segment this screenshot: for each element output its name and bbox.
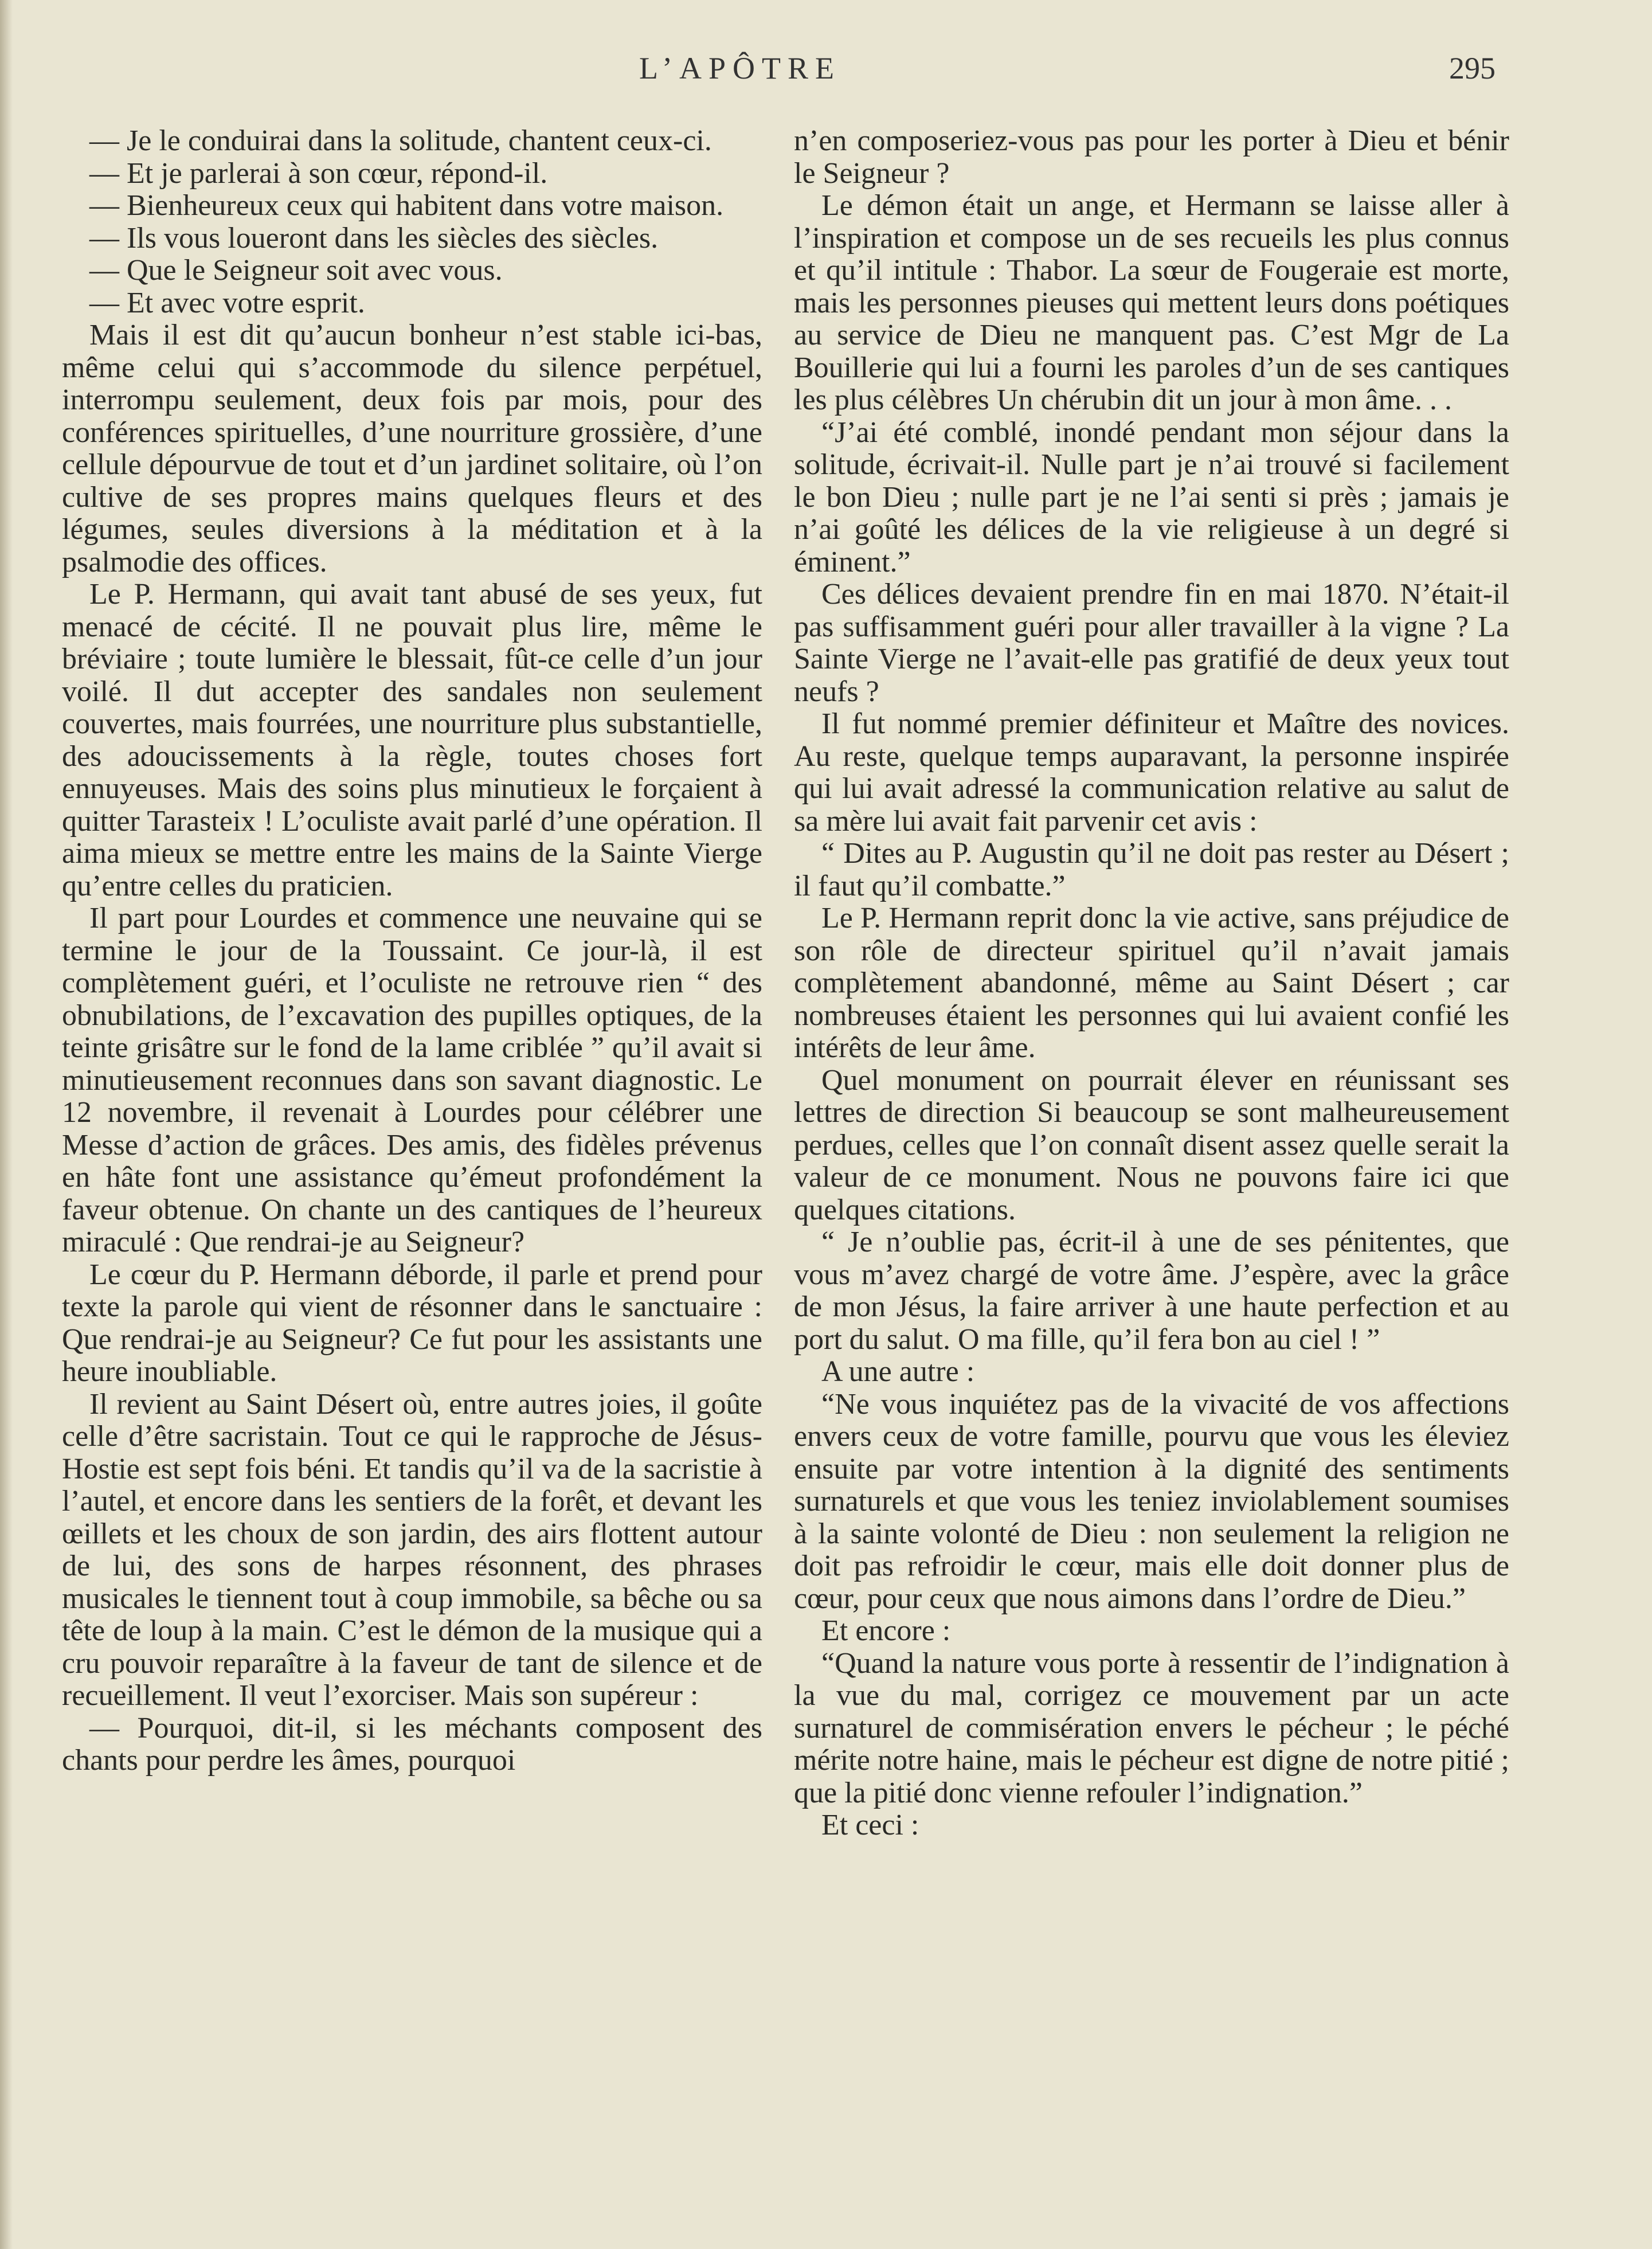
paragraph: Le cœur du P. Hermann déborde, il parle et prend pour texte la parole qui vient de résonner dans le sanctuaire : Que rendrai-je au Seigneur? Ce fut pour les assistants une heure inoubliable. [62,1258,762,1388]
paragraph: — Et avec votre esprit. [89,286,365,319]
paragraph: Et ceci : [821,1809,919,1841]
left-column [62,125,762,1777]
page-number: 295 [1449,51,1496,85]
paragraph: “ Dites au P. Augustin qu’il ne doit pas rester au Désert ; il faut qu’il combatte.” [794,837,1509,902]
paragraph: Le démon était un ange, et Hermann se laisse aller à l’inspiration et compose un de ses recueils les plus connus et qu’il intitule : Thabor. La sœur de Fougeraie est morte, mais les personnes pieuses qui mettent leurs dons poétiques au service de Dieu ne manquent pas. C’est Mgr de La Bouillerie qui lui a fourni les paroles d’un de ses cantiques les plus célèbres Un chérubin dit un jour à mon âme. . . [794,189,1509,416]
paragraph: Il part pour Lourdes et commence une neuvaine qui se termine le jour de la Toussaint. Ce jour-là, il est complètement guéri, et l’oculiste ne retrouve rien “ des obnubilations, de l’excavation des pupilles optiques, de la teinte grisâtre sur le fond de la lame criblée ” qu’il avait si minutieusement reconnues dans son savant diagnostic. Le 12 novembre, il revenait à Lourdes pour célébrer une Messe d’action de grâces. Des amis, des fidèles prévenus en hâte font une assistance qu’émeut profondément la faveur obtenue. On chante un des cantiques de l’heureux miraculé : Que rendrai-je au Seigneur? [62,902,762,1258]
paragraph: “ Je n’oublie pas, écrit-il à une de ses pénitentes, que vous m’avez chargé de votre âme. J’espère, avec la grâce de mon Jésus, la faire arriver à une haute perfection et au port du salut. O ma fille, qu’il fera bon au ciel ! ” [794,1226,1509,1356]
paragraph: n’en composeriez-vous pas pour les porter à Dieu et bénir le Seigneur ? [794,124,1509,190]
running-title: L’APÔTRE [639,51,841,85]
paragraph: “Ne vous inquiétez pas de la vivacité de vos affections envers ceux de votre famille, pourvu que vous les éleviez ensuite par votre intention à la dignité des sentiments surnaturels et que vous les teniez inviolablement soumises à la sainte volonté de Dieu : non seulement la religion ne doit pas refroidir le cœur, mais elle doit donner plus de cœur, pour ceux que nous aimons dans l’ordre de Dieu.” [794,1387,1509,1615]
page-edge-shadow [0,0,13,2249]
paragraph: Il revient au Saint Désert où, entre autres joies, il goûte celle d’être sacristain. Tout ce qui le rapproche de Jésus-Hostie est sept fois béni. Et tandis qu’il va de la sacristie à l’autel, et encore dans les sentiers de la forêt, et devant les œillets et les choux de son jardin, des airs flottent autour de lui, des sons de harpes résonnent, des phrases musicales le tiennent tout à coup immobile, sa bêche ou sa tête de loup à la main. C’est le démon de la musique qui a cru pouvoir reparaître à la faveur de tant de silence et de recueillement. Il veut l’exorciser. Mais son supéreur : [62,1387,762,1712]
paragraph: Il fut nommé premier définiteur et Maître des novices. Au reste, quelque temps auparavant, la personne inspirée qui lui avait adressé la communication relative au salut de sa mère lui avait fait parvenir cet avis : [794,707,1509,838]
right-column [794,125,1509,1842]
paragraph: — Que le Seigneur soit avec vous. [89,254,503,287]
paragraph: Mais il est dit qu’aucun bonheur n’est stable ici-bas, même celui qui s’accommode du silence perpétuel, interrompu seulement, deux fois par mois, pour des conférences spirituelles, d’une nourriture grossière, d’une cellule dépourvue de tout et d’un jardinet solitaire, où l’on cultive de ses propres mains quelques fleurs et des légumes, seules diversions à la méditation et à la psalmodie des offices. [62,319,762,578]
paragraph: “Quand la nature vous porte à ressentir de l’indignation à la vue du mal, corrigez ce mouvement par un acte surnaturel de commisération envers le pécheur ; le péché mérite notre haine, mais le pécheur est digne de notre pitié ; que la pitié donc vienne refouler l’indignation.” [794,1646,1509,1809]
paragraph: Le P. Hermann reprit donc la vie active, sans préjudice de son rôle de directeur spirituel qu’il n’avait jamais complètement abandonné, même au Saint Désert ; car nombreuses étaient les personnes qui lui avaient confié les intérêts de leur âme. [794,902,1509,1064]
paragraph: — Bienheureux ceux qui habitent dans votre maison. [89,189,724,222]
page-header [0,50,1652,96]
paragraph: Quel monument on pourrait élever en réunissant ses lettres de direction Si beaucoup se sont malheureusement perdues, celles que l’on connaît disent assez quelle serait la valeur de ce monument. Nous ne pouvons faire ici que quelques citations. [794,1063,1509,1226]
paragraph: — Je le conduirai dans la solitude, chantent ceux-ci. [89,124,712,157]
paragraph: “J’ai été comblé, inondé pendant mon séjour dans la solitude, écrivait-il. Nulle part je n’ai trouvé si facilement le bon Dieu ; nulle part je ne l’ai senti si près ; jamais je n’ai goûté les délices de la vie religieuse à un degré si éminent.” [794,416,1509,578]
paragraph: Le P. Hermann, qui avait tant abusé de ses yeux, fut menacé de cécité. Il ne pouvait plus lire, même le bréviaire ; toute lumière le blessait, fût-ce celle d’un jour voilé. Il dut accepter des sandales non seulement couvertes, mais fourrées, une nourriture plus substantielle, des adoucissements à la règle, toutes choses fort ennuyeuses. Mais des soins plus minutieux le forçaient à quitter Tarasteix ! L’oculiste avait parlé d’une opération. Il aima mieux se mettre entre les mains de la Sainte Vierge qu’entre celles du praticien. [62,578,762,902]
paragraph: A une autre : [821,1355,975,1388]
paragraph: Et encore : [821,1614,951,1647]
paragraph: — Ils vous loueront dans les siècles des siècles. [89,221,659,255]
paragraph: — Et je parlerai à son cœur, répond-il. [89,157,548,190]
paragraph: — Pourquoi, dit-il, si les méchants composent des chants pour perdre les âmes, pourquoi [62,1711,762,1777]
paragraph: Ces délices devaient prendre fin en mai 1870. N’était-il pas suffisamment guéri pour aller travailler à la vigne ? La Sainte Vierge ne l’avait-elle pas gratifié de deux yeux tout neufs ? [794,578,1509,708]
